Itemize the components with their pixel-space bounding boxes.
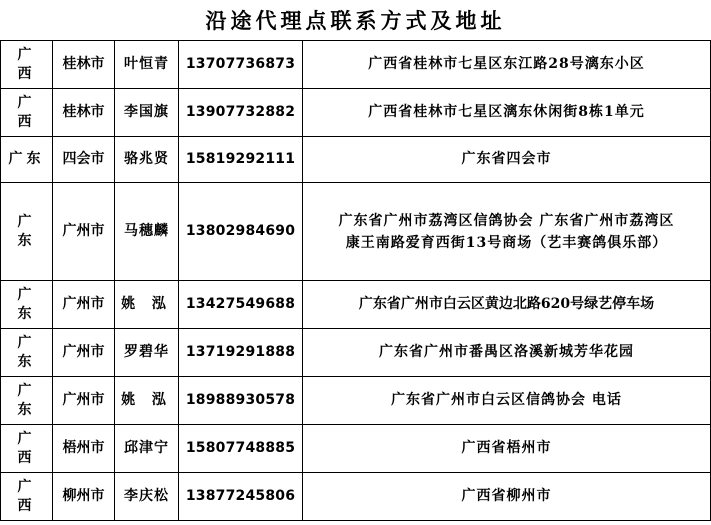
city-cell: 梧州市 <box>53 425 115 473</box>
city-cell: 柳州市 <box>53 473 115 521</box>
name-cell: 马穗麟 <box>115 183 179 281</box>
address-cell: 广东省四会市 <box>303 137 711 183</box>
province-cell: 广东 <box>1 137 53 183</box>
province-cell: 广 东 <box>1 281 53 329</box>
address-cell <box>303 183 711 281</box>
address-cell: 广西省梧州市 <box>303 425 711 473</box>
address-cell: 广西省桂林市七星区漓东休闲街8栋1单元 <box>303 89 711 137</box>
city-cell: 广州市 <box>53 329 115 377</box>
table-row <box>1 183 711 281</box>
city-cell: 桂林市 <box>53 89 115 137</box>
name-cell: 骆兆贤 <box>115 137 179 183</box>
table-row <box>1 377 711 425</box>
table-row <box>1 281 711 329</box>
name-cell: 叶恒青 <box>115 41 179 89</box>
name-cell: 李国旗 <box>115 89 179 137</box>
phone-cell: 13802984690 <box>179 183 303 281</box>
city-cell: 桂林市 <box>53 41 115 89</box>
province-cell: 广 东 <box>1 377 53 425</box>
name-cell: 邱津宁 <box>115 425 179 473</box>
phone-cell: 18988930578 <box>179 377 303 425</box>
table-row <box>1 329 711 377</box>
province-cell: 广 东 <box>1 329 53 377</box>
address-cell: 广西省柳州市 <box>303 473 711 521</box>
province-cell: 广 西 <box>1 89 53 137</box>
phone-cell: 13707736873 <box>179 41 303 89</box>
address-cell: 广东省广州市番禺区洛溪新城芳华花园 <box>303 329 711 377</box>
address-cell: 广东省广州市白云区黄边北路620号绿艺停车场 <box>303 281 711 329</box>
name-cell: 姚 泓 <box>115 281 179 329</box>
province-cell: 广 西 <box>1 473 53 521</box>
name-cell: 罗碧华 <box>115 329 179 377</box>
table-row <box>1 137 711 183</box>
province-cell: 广 西 <box>1 41 53 89</box>
contact-table <box>0 40 711 521</box>
name-cell: 姚 泓 <box>115 377 179 425</box>
province-cell: 广 西 <box>1 425 53 473</box>
address-cell: 广西省桂林市七星区东江路28号漓东小区 <box>303 41 711 89</box>
phone-cell: 15807748885 <box>179 425 303 473</box>
page-title: 沿途代理点联系方式及地址 <box>205 8 506 33</box>
phone-cell: 15819292111 <box>179 137 303 183</box>
table-row <box>1 425 711 473</box>
name-cell: 李庆松 <box>115 473 179 521</box>
address-cell: 广东省广州市白云区信鸽协会 电话 <box>303 377 711 425</box>
table-row <box>1 473 711 521</box>
city-cell: 广州市 <box>53 377 115 425</box>
phone-cell: 13719291888 <box>179 329 303 377</box>
address-line: 广东省广州市荔湾区信鸽协会 广东省广州市荔湾区 <box>338 212 675 229</box>
province-cell: 广 东 <box>1 183 53 281</box>
city-cell: 广州市 <box>53 281 115 329</box>
table-row <box>1 41 711 89</box>
phone-cell: 13877245806 <box>179 473 303 521</box>
address-line: 康王南路爱育西街13号商场（艺丰赛鸽俱乐部） <box>345 234 668 251</box>
city-cell: 广州市 <box>53 183 115 281</box>
city-cell: 四会市 <box>53 137 115 183</box>
table-row <box>1 89 711 137</box>
phone-cell: 13427549688 <box>179 281 303 329</box>
phone-cell: 13907732882 <box>179 89 303 137</box>
